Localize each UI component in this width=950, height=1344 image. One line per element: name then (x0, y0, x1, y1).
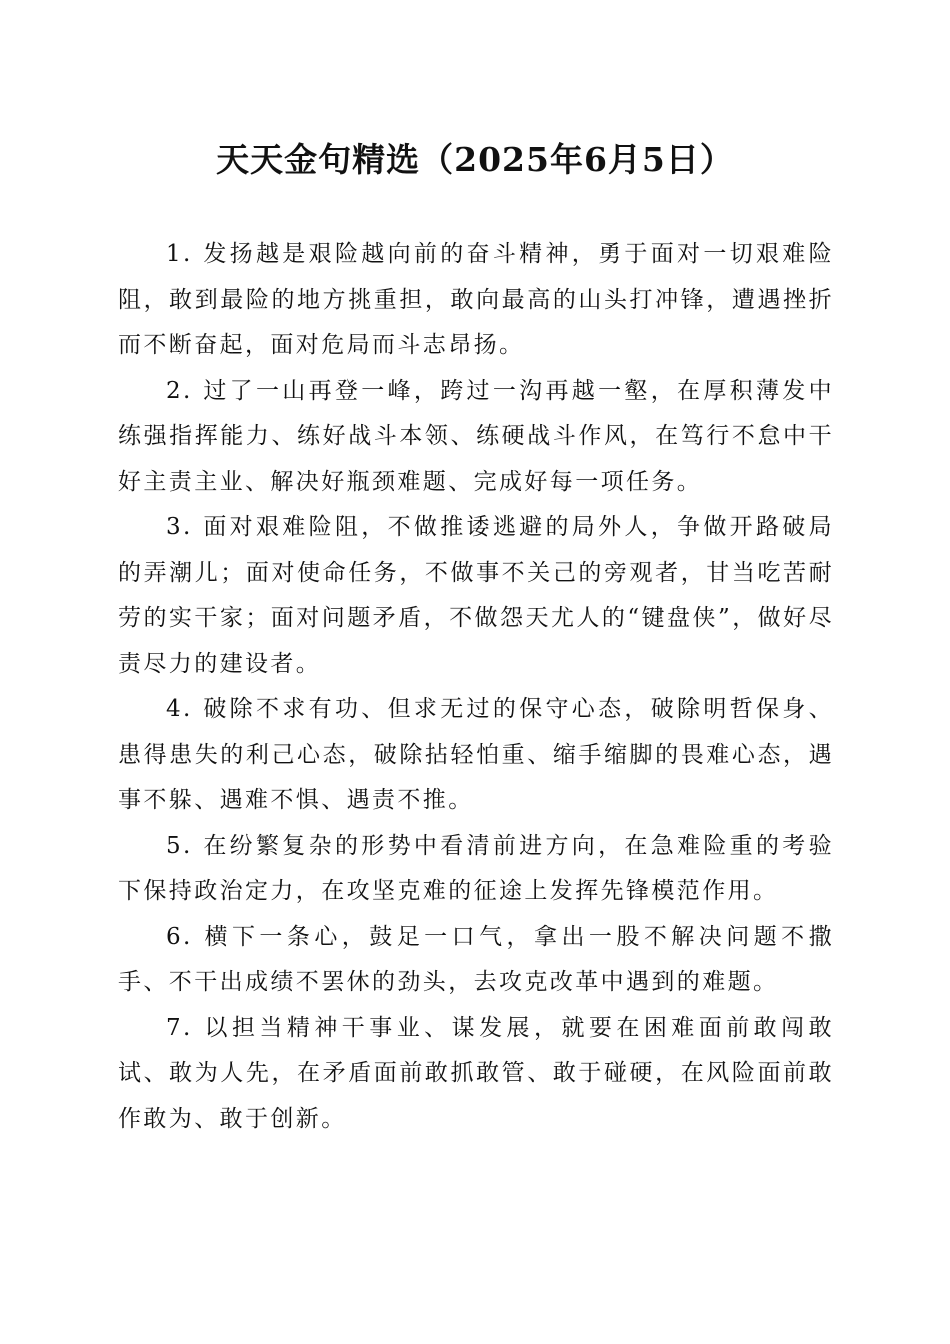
quote-paragraph: 3. 面对艰难险阻，不做推诿逃避的局外人，争做开路破局的弄潮儿；面对使命任务，不做事不关己的旁观者，甘当吃苦耐劳的实干家；面对问题矛盾，不做怨天尤人的“键盘侠”，做好尽责尽力的建设者。 (118, 514, 834, 677)
quote-paragraph: 5. 在纷繁复杂的形势中看清前进方向，在急难险重的考验下保持政治定力，在攻坚克难的征途上发挥先锋模范作用。 (118, 832, 834, 904)
quote-paragraph: 2. 过了一山再登一峰，跨过一沟再越一壑，在厚积薄发中练强指挥能力、练好战斗本领、练硬战斗作风，在笃行不怠中干好主责主业、解决好瓶颈难题、完成好每一项任务。 (118, 377, 834, 495)
quote-paragraph: 4. 破除不求有功、但求无过的保守心态，破除明哲保身、患得患失的利己心态，破除拈轻怕重、缩手缩脚的畏难心态，遇事不躲、遇难不惧、遇责不推。 (118, 696, 834, 813)
quote-paragraph: 6. 横下一条心，鼓足一口气，拿出一股不解决问题不撒手、不干出成绩不罢休的劲头，去攻克改革中遇到的难题。 (118, 923, 834, 995)
page-title: 天天金句精选（2025年6月5日） (216, 140, 734, 179)
quote-paragraph: 1. 发扬越是艰险越向前的奋斗精神，勇于面对一切艰难险阻，敢到最险的地方挑重担，敢向最高的山头打冲锋，遭遇挫折而不断奋起，面对危局而斗志昂扬。 (118, 241, 834, 358)
quote-paragraph: 7. 以担当精神干事业、谋发展，就要在困难面前敢闯敢试、敢为人先，在矛盾面前敢抓敢管、敢于碰硬，在风险面前敢作敢为、敢于创新。 (118, 1014, 834, 1132)
quote-list (118, 232, 834, 1142)
